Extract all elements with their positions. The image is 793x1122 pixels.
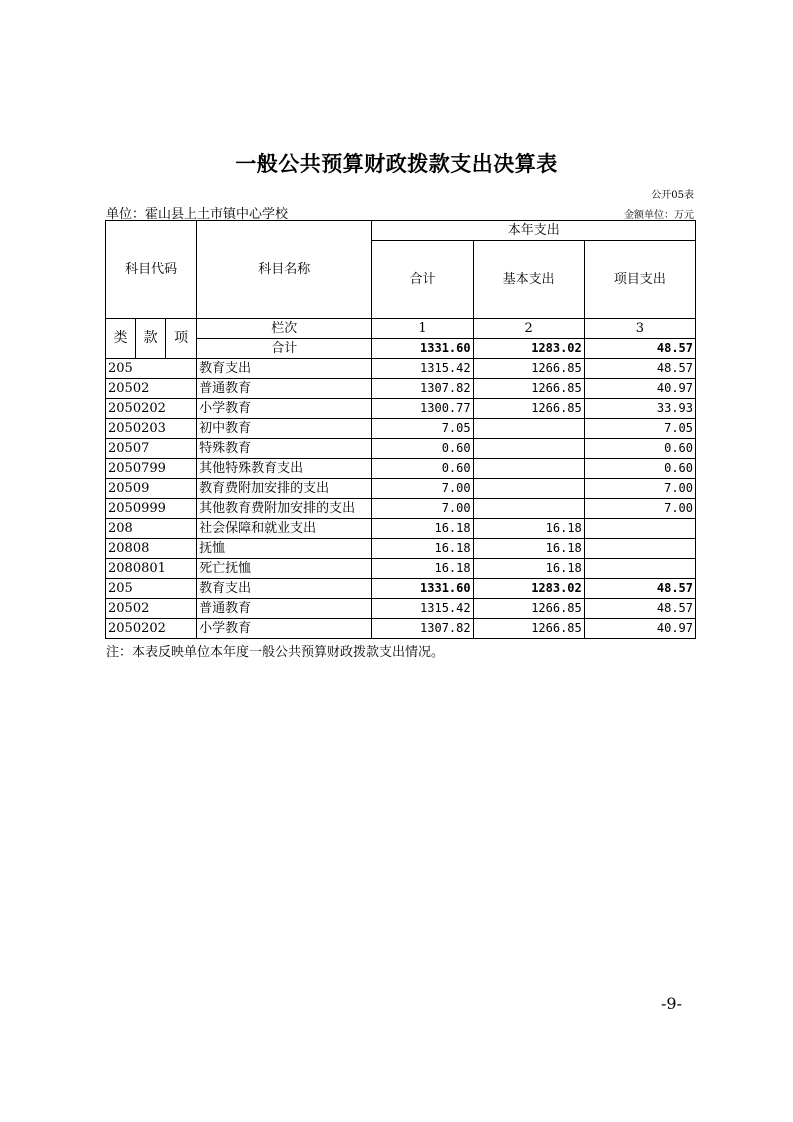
table-row bbox=[106, 479, 696, 499]
row-project: 48.57 bbox=[584, 579, 695, 599]
row-total: 1307.82 bbox=[372, 619, 473, 639]
row-total: 16.18 bbox=[372, 519, 473, 539]
total-basic: 1283.02 bbox=[473, 339, 584, 359]
header-col1: 1 bbox=[372, 319, 473, 339]
table-row bbox=[106, 599, 696, 619]
row-basic: 1266.85 bbox=[473, 399, 584, 419]
unit-label: 单位：霍山县上土市镇中心学校 bbox=[106, 207, 289, 222]
row-name: 小学教育 bbox=[197, 619, 372, 639]
row-total: 0.60 bbox=[372, 459, 473, 479]
row-code: 2050203 bbox=[106, 419, 197, 439]
table-row bbox=[106, 459, 696, 479]
row-project bbox=[584, 559, 695, 579]
row-name: 抚恤 bbox=[197, 539, 372, 559]
row-code: 20808 bbox=[106, 539, 197, 559]
table-row bbox=[106, 499, 696, 519]
row-code: 20502 bbox=[106, 379, 197, 399]
header-name: 科目名称 bbox=[197, 221, 372, 319]
row-basic bbox=[473, 499, 584, 519]
table-row bbox=[106, 559, 696, 579]
row-code: 20509 bbox=[106, 479, 197, 499]
row-name: 教育支出 bbox=[197, 579, 372, 599]
row-total: 16.18 bbox=[372, 539, 473, 559]
header-row-1 bbox=[106, 221, 696, 241]
row-basic: 1266.85 bbox=[473, 359, 584, 379]
row-total: 1331.60 bbox=[372, 579, 473, 599]
row-name: 特殊教育 bbox=[197, 439, 372, 459]
row-total: 1300.77 bbox=[372, 399, 473, 419]
table-row bbox=[106, 619, 696, 639]
row-basic bbox=[473, 439, 584, 459]
header-lei: 类 bbox=[106, 319, 136, 359]
row-basic: 16.18 bbox=[473, 559, 584, 579]
header-project: 项目支出 bbox=[584, 241, 695, 319]
row-name: 死亡抚恤 bbox=[197, 559, 372, 579]
row-total: 7.00 bbox=[372, 499, 473, 519]
row-name: 教育支出 bbox=[197, 359, 372, 379]
total-project: 48.57 bbox=[584, 339, 695, 359]
row-project: 7.00 bbox=[584, 499, 695, 519]
row-name: 其他特殊教育支出 bbox=[197, 459, 372, 479]
table-row bbox=[106, 399, 696, 419]
row-name: 社会保障和就业支出 bbox=[197, 519, 372, 539]
row-project: 48.57 bbox=[584, 359, 695, 379]
row-basic: 1283.02 bbox=[473, 579, 584, 599]
row-project: 33.93 bbox=[584, 399, 695, 419]
page-title: 一般公共预算财政拨款支出决算表 bbox=[235, 152, 558, 176]
header-kuan: 款 bbox=[136, 319, 166, 359]
expenditure-table bbox=[105, 220, 696, 639]
header-col2: 2 bbox=[473, 319, 584, 339]
row-code: 20502 bbox=[106, 599, 197, 619]
row-total: 16.18 bbox=[372, 559, 473, 579]
row-project bbox=[584, 539, 695, 559]
table-row bbox=[106, 579, 696, 599]
row-code: 205 bbox=[106, 359, 197, 379]
row-name: 小学教育 bbox=[197, 399, 372, 419]
row-code: 2050799 bbox=[106, 459, 197, 479]
total-total: 1331.60 bbox=[372, 339, 473, 359]
header-column-order: 栏次 bbox=[197, 319, 372, 339]
row-code: 208 bbox=[106, 519, 197, 539]
row-total: 7.05 bbox=[372, 419, 473, 439]
row-name: 普通教育 bbox=[197, 599, 372, 619]
header-basic: 基本支出 bbox=[473, 241, 584, 319]
row-total: 1307.82 bbox=[372, 379, 473, 399]
row-total: 1315.42 bbox=[372, 359, 473, 379]
row-code: 205 bbox=[106, 579, 197, 599]
row-code: 20507 bbox=[106, 439, 197, 459]
table-row bbox=[106, 379, 696, 399]
row-project: 40.97 bbox=[584, 619, 695, 639]
header-xiang: 项 bbox=[166, 319, 197, 359]
row-basic bbox=[473, 419, 584, 439]
page-number: -9- bbox=[661, 994, 682, 1013]
row-total: 7.00 bbox=[372, 479, 473, 499]
row-total: 1315.42 bbox=[372, 599, 473, 619]
table-row bbox=[106, 419, 696, 439]
row-name: 其他教育费附加安排的支出 bbox=[197, 499, 372, 519]
row-basic: 1266.85 bbox=[473, 379, 584, 399]
row-project: 40.97 bbox=[584, 379, 695, 399]
row-basic: 16.18 bbox=[473, 519, 584, 539]
row-project: 0.60 bbox=[584, 459, 695, 479]
header-current-year: 本年支出 bbox=[372, 221, 696, 241]
row-project bbox=[584, 519, 695, 539]
row-basic: 1266.85 bbox=[473, 599, 584, 619]
table-row bbox=[106, 439, 696, 459]
table-row bbox=[106, 359, 696, 379]
total-label: 合计 bbox=[197, 339, 372, 359]
table-row bbox=[106, 519, 696, 539]
header-row-3 bbox=[106, 319, 696, 339]
row-basic bbox=[473, 479, 584, 499]
table-note: 注：本表反映单位本年度一般公共预算财政拨款支出情况。 bbox=[106, 645, 445, 660]
row-basic bbox=[473, 459, 584, 479]
row-project: 7.05 bbox=[584, 419, 695, 439]
row-basic: 16.18 bbox=[473, 539, 584, 559]
row-name: 普通教育 bbox=[197, 379, 372, 399]
row-basic: 1266.85 bbox=[473, 619, 584, 639]
row-total: 0.60 bbox=[372, 439, 473, 459]
row-project: 7.00 bbox=[584, 479, 695, 499]
row-project: 48.57 bbox=[584, 599, 695, 619]
row-name: 教育费附加安排的支出 bbox=[197, 479, 372, 499]
row-code: 2050202 bbox=[106, 619, 197, 639]
form-code: 公开05表 bbox=[651, 190, 694, 201]
amount-unit: 金额单位：万元 bbox=[624, 210, 694, 221]
row-code: 2050202 bbox=[106, 399, 197, 419]
row-code: 2080801 bbox=[106, 559, 197, 579]
row-project: 0.60 bbox=[584, 439, 695, 459]
header-col3: 3 bbox=[584, 319, 695, 339]
header-code: 科目代码 bbox=[106, 221, 197, 319]
header-total: 合计 bbox=[372, 241, 473, 319]
row-code: 2050999 bbox=[106, 499, 197, 519]
row-name: 初中教育 bbox=[197, 419, 372, 439]
table-row bbox=[106, 539, 696, 559]
